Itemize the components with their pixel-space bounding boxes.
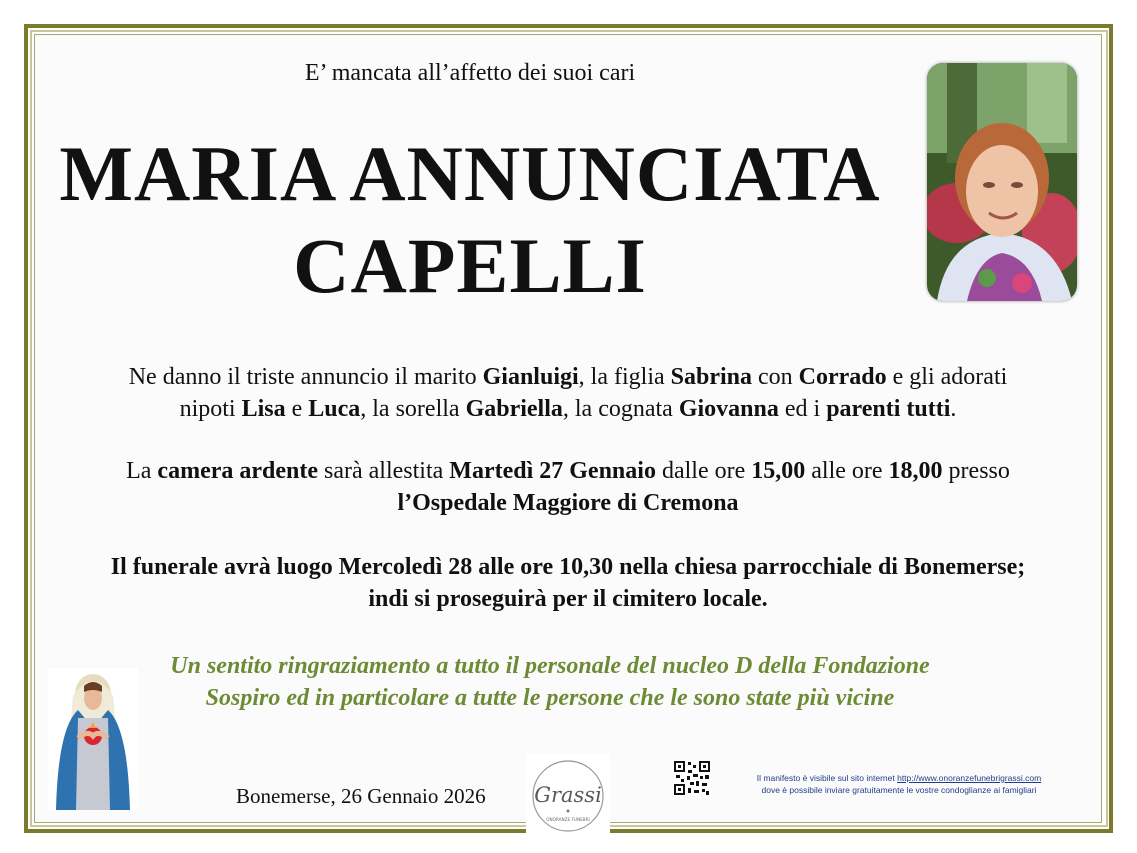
thanks-line-1: Un sentito ringraziamento a tutto il personale del nucleo D della Fondazione	[170, 653, 930, 679]
wake-time-from: 15,00	[751, 458, 806, 484]
daughter-name: Sabrina	[670, 364, 753, 390]
thanks-paragraph	[170, 650, 930, 714]
place-and-date: Bonemerse, 26 Gennaio 2026	[236, 784, 486, 808]
husband-name: Gianluigi	[482, 364, 579, 390]
funeral-paragraph	[40, 551, 1096, 615]
funeral-line-2: indi si proseguirà per il cimitero locale.	[368, 586, 768, 612]
wake-text: La	[126, 458, 158, 484]
announcement-text: con	[752, 364, 799, 390]
thanks-line-2: Sospiro ed in particolare a tutte le persone che le sono state più vicine	[205, 685, 895, 711]
website-link[interactable]: http://www.onoranzefunebrigrassi.com	[897, 773, 1042, 783]
wake-time-to: 18,00	[888, 458, 943, 484]
wake-text: presso	[942, 458, 1010, 484]
funeral-line-1: Il funerale avrà luogo Mercoledì 28 alle ore 10,30 nella chiesa parrocchiale di Bonemerse;	[110, 554, 1026, 580]
announcement-text: .	[950, 396, 957, 422]
wake-line-2	[40, 487, 1096, 519]
wake-text: sarà allestita	[318, 458, 450, 484]
son-in-law-name: Corrado	[798, 364, 887, 390]
announcement-text: e gli adorati	[886, 364, 1008, 390]
deceased-surname: CAPELLI	[293, 222, 647, 309]
grandchild-name: Lisa	[241, 396, 286, 422]
wake-paragraph	[40, 455, 1096, 519]
wake-label: camera ardente	[157, 458, 319, 484]
website-notice-text: Il manifesto è visibile sul sito internet	[756, 773, 898, 783]
deceased-first-names: MARIA ANNUNCIATA	[59, 130, 881, 217]
qr-code-icon[interactable]	[673, 760, 711, 796]
announcement-text: ed i	[778, 396, 827, 422]
website-notice	[718, 772, 1080, 796]
website-line-2: dove è possibile inviare gratuitamente le vostre condoglianze ai famigliari	[761, 785, 1037, 795]
logo-tagline: ONORANZE FUNEBRI	[546, 817, 590, 822]
wake-line-1	[40, 455, 1096, 487]
announcement-text: , la figlia	[578, 364, 671, 390]
relatives-text: parenti tutti	[826, 396, 951, 422]
announcement-paragraph	[40, 361, 1096, 425]
announcement-text: , la cognata	[562, 396, 679, 422]
announcement-text: nipoti	[179, 396, 242, 422]
announcement-line-1	[40, 361, 1096, 393]
portrait-photo	[927, 63, 1077, 301]
announcement-text: e	[285, 396, 309, 422]
funeral-home-logo	[526, 755, 610, 837]
sister-name: Gabriella	[465, 396, 563, 422]
website-line-1	[718, 772, 1080, 784]
wake-text: alle ore	[805, 458, 889, 484]
sister-in-law-name: Giovanna	[678, 396, 779, 422]
wake-text: dalle ore	[655, 458, 752, 484]
wake-place: l’Ospedale Maggiore di Cremona	[397, 490, 739, 516]
wake-date: Martedì 27 Gennaio	[449, 458, 656, 484]
sacred-heart-image	[48, 668, 138, 810]
logo-name: Grassi	[534, 783, 602, 807]
announcement-text: Ne danno il triste annuncio il marito	[128, 364, 483, 390]
grandchild-name: Luca	[308, 396, 361, 422]
announcement-line-2	[40, 393, 1096, 425]
intro-text: E’ mancata all’affetto dei suoi cari	[304, 60, 636, 86]
announcement-text: , la sorella	[360, 396, 466, 422]
